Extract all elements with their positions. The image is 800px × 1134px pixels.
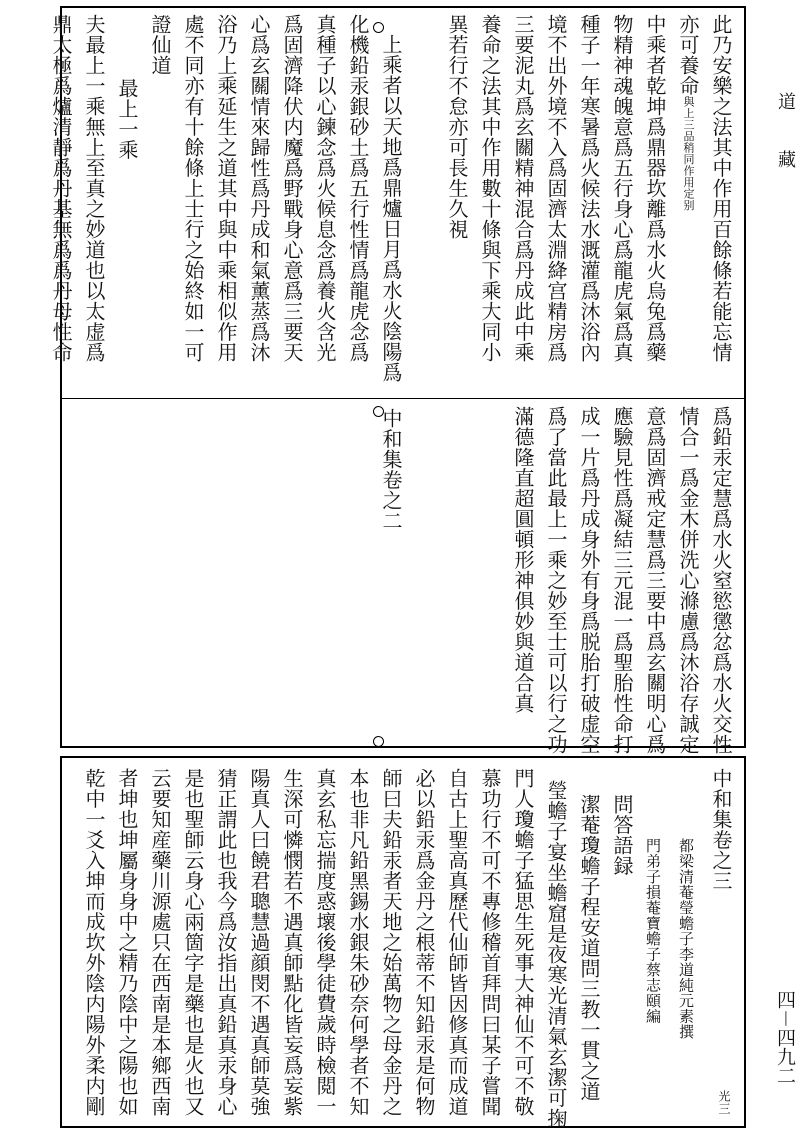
upper-top-col-19: 夫最上一乘無上至真之妙道也以太虚爲 <box>82 14 106 363</box>
upper-bottom-col-4: 應驗見性爲凝結三元混一爲聖胎性命打 <box>610 406 634 755</box>
upper-top-col-1: 此乃安樂之法其中作用百餘條若能忘情 <box>709 14 733 363</box>
lower-col-16: 猜正謂此也我今爲汝指出真鉛真汞身心 <box>214 768 238 1117</box>
lower-col-7: 門人瓊蟾子猛思生死事大神仙不可不敬 <box>511 768 535 1117</box>
lower-page-frame <box>60 756 746 1128</box>
upper-top-col-8: 養命之法其中作用數十條與下乘大同小 <box>478 14 502 363</box>
upper-top-col-16: 處不同亦有十餘條上士行之始終如一可 <box>181 14 205 363</box>
lower-col-11: 師曰夫鉛汞者天地之始萬物之母金丹之 <box>379 768 403 1117</box>
upper-bottom-col-3: 意爲固濟戒定慧爲三要中爲玄關明心爲 <box>643 406 667 755</box>
upper-top-col-20: 鼎太極爲爐清靜爲丹基無爲爲丹母性命 <box>49 14 73 363</box>
lower-col-13: 真玄私忘揣度惑壞後學徒費歲時檢閲一 <box>313 768 337 1117</box>
lower-col-8: 慕功行不可不專修稽首拜問曰某子嘗聞 <box>478 768 502 1117</box>
volume-end-title: 中和集卷之二 <box>379 408 403 531</box>
folio-label: 光三 <box>717 1090 731 1115</box>
lower-col-20: 乾中一爻入坤而成坎外陰内陽外柔内剛 <box>82 768 106 1117</box>
editor-line: 門弟子損菴寶蟾子蔡志頤編 <box>644 838 662 1024</box>
upper-top-col-12: 真種子以心鍊念爲火候息念爲養火含光 <box>313 14 337 363</box>
collection-title-top: 道 <box>775 92 796 110</box>
upper-bottom-col-5: 成一片爲丹成身外有身爲脱胎打破虚空 <box>577 406 601 755</box>
lower-col-6: 瑩蟾子宴坐蟾窟是夜寒光清氣玄潔可掬 <box>544 780 568 1129</box>
upper-top-col-18: 最上一乘 <box>115 78 139 160</box>
upper-top-col-6: 境不出外境不入爲固濟太淵絳宫精房爲 <box>544 14 568 363</box>
upper-top-col-4: 物精神魂魄意爲五行身心爲龍虎氣爲真 <box>610 14 634 363</box>
upper-bottom-col-6: 爲了當此最上一乘之妙至士可以行之功 <box>544 406 568 755</box>
upper-bottom-col-1: 爲鉛汞定慧爲水火窒慾懲忿爲水火交性 <box>709 406 733 755</box>
upper-top-col-13: 爲固濟降伏内魔爲野戰身心意爲三要天 <box>280 14 304 363</box>
upper-top-col-11: 化機鉛汞銀砂土爲五行性情爲龍虎念爲 <box>346 14 370 363</box>
upper-top-col-9: 異若行不怠亦可長生久視 <box>445 14 469 240</box>
section-heading: 問答語録 <box>610 794 634 876</box>
lower-col-14: 生深可憐憫若不遇真師點化皆妄爲妄紫 <box>280 768 304 1117</box>
upper-top-col-7: 三要泥丸爲玄關精神混合爲丹成此中乘 <box>511 14 535 363</box>
upper-page-frame <box>49 6 746 755</box>
upper-bottom-col-2: 情合一爲金木併洗心滌慮爲沐浴存誠定 <box>676 406 700 755</box>
lower-col-9: 自古上聖高真歷代仙師皆因修真而成道 <box>445 768 469 1117</box>
upper-bottom-col-7: 滿德隆直超圓頓形神俱妙與道合真 <box>511 406 535 714</box>
circle-marker <box>373 736 384 747</box>
upper-top-col-17: 證仙道 <box>148 14 172 76</box>
lower-col-5: 潔菴瓊蟾子程安道問三教一貫之道 <box>577 794 601 1102</box>
collection-title-bottom: 藏 <box>775 150 796 168</box>
upper-top-col-2 <box>678 14 698 211</box>
page-number: 四－四九二 <box>774 990 796 1086</box>
volume-title: 中和集卷之三 <box>709 768 733 891</box>
lower-col-17: 是也聖師云身心兩箇字是藥也是火也又 <box>181 768 205 1117</box>
lower-col-10: 必以鉛汞爲金丹之根蒂不知鉛汞是何物 <box>412 768 436 1117</box>
lower-col-12: 本也非凡鉛黑錫水銀朱砂奈何學者不知 <box>346 768 370 1117</box>
lower-col-15: 陽真人曰饒君聰慧過顔閔不遇真師莫強 <box>247 768 271 1117</box>
inline-note: 與上三品稍同作用定别 <box>682 96 695 211</box>
upper-top-col-14: 心爲玄關情來歸性爲丹成和氣薰蒸爲沐 <box>247 14 271 363</box>
upper-top-col-15: 浴乃上乘延生之道其中與中乘相似作用 <box>214 14 238 363</box>
upper-top-col-5: 種子一年寒暑爲火候法水溉灌爲沐浴內 <box>577 14 601 363</box>
upper-top-col-2-text: 亦可養命 <box>676 14 700 96</box>
upper-top-col-10: 上乘者以天地爲鼎爐日月爲水火陰陽爲 <box>379 34 403 383</box>
lower-col-19: 者坤也坤屬身身中之精乃陰中之陽也如 <box>115 768 139 1117</box>
upper-top-col-3: 中乘者乾坤爲鼎器坎離爲水火烏兔爲藥 <box>643 14 667 363</box>
lower-col-18: 云要知産藥川源處只在西南是本鄉西南 <box>148 768 172 1117</box>
author-line: 都梁清菴瑩蟾子李道純元素撰 <box>677 838 695 1040</box>
circle-marker <box>373 22 384 33</box>
upper-divider <box>62 398 744 399</box>
